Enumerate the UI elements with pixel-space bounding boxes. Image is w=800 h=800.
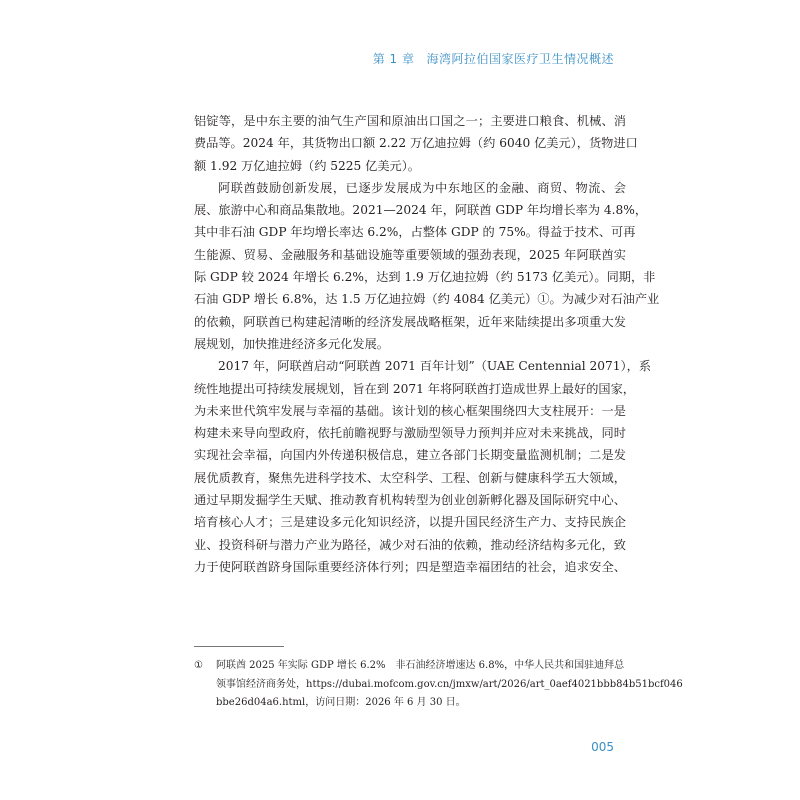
text-line: 力于使阿联酋跻身国际重要经济体行列；四是塑造幸福团结的社会，追求安全、: [194, 559, 626, 574]
text-line: 额 1.92 万亿迪拉姆（约 5225 亿美元）。: [194, 158, 420, 173]
footnote-line: [194, 694, 626, 713]
footnote-text: 阿联酋 2025 年实际 GDP 增长 6.2% 非石油经济增速达 6.8%，中华人民共和国驻迪拜总: [216, 660, 625, 671]
text-line: 阿联酋鼓励创新发展，已逐步发展成为中东地区的金融、商贸、物流、会: [218, 180, 626, 195]
text-line: 展优质教育，聚焦先进科学技术、太空科学、工程、创新与健康科学五大领域，: [194, 470, 626, 485]
text-line: 展、旅游中心和商品集散地。2021—2024 年，阿联酋 GDP 年均增长率为 4.8%，: [194, 203, 648, 218]
footnote-divider: [194, 646, 284, 647]
text-line: 际 GDP 较 2024 年增长 6.2%，达到 1.9 万亿迪拉姆（约 5173 亿美元）。同期，非: [194, 270, 656, 285]
text-line: 的依赖，阿联酋已构建起清晰的经济发展战略框架，近年来陆续提出多项重大发: [194, 314, 626, 329]
text-line: 为未来世代筑牢发展与幸福的基础。该计划的核心框架围绕四大支柱展开：一是: [194, 403, 626, 418]
text-line: 实现社会幸福，向国内外传递积极信息，建立各部门长期变量监测机制；二是发: [194, 448, 626, 463]
text-line: 培育核心人才；三是建设多元化知识经济，以提升国民经济生产力、支持民族企: [194, 515, 626, 530]
chapter-title: 海湾阿拉伯国家医疗卫生情况概述: [426, 52, 614, 66]
body-text: [194, 110, 660, 578]
text-line: 统性地提出可持续发展规划，旨在到 2071 年将阿联酋打造成世界上最好的国家，: [194, 381, 635, 396]
chapter-label: 第 1 章: [372, 52, 415, 66]
footnote-line: [194, 657, 626, 676]
text-line: 费品等。2024 年，其货物出口额 2.22 万亿迪拉姆（约 6040 亿美元），货物进口: [194, 136, 638, 151]
footnote-mark: ①: [194, 660, 203, 671]
text-line: 石油 GDP 增长 6.8%，达 1.5 万亿迪拉姆（约 4084 亿美元）①。为减少对石油产业: [194, 292, 660, 307]
running-header: [373, 50, 614, 67]
footnote-text: 领事馆经济商务处，https://dubai.mofcom.gov.cn/jmxw/art/2026/art_0aef4021bbb84b51bcf046: [216, 678, 683, 690]
text-line: 通过早期发掘学生天赋、推动教育机构转型为创业创新孵化器及国际研究中心、: [194, 493, 626, 508]
page-number: 005: [591, 740, 614, 754]
text-line: 业、投资科研与潜力产业为路径，减少对石油的依赖，推动经济结构多元化，致: [194, 537, 626, 552]
text-line: 展规划，加快推进经济多元化发展。: [194, 336, 389, 351]
text-line: 2017 年，阿联酋启动“阿联酋 2071 百年计划”（UAE Centennial 2071），系: [218, 359, 652, 374]
text-line: 其中非石油 GDP 年均增长率达 6.2%，占整体 GDP 的 75%。得益于技术、可再: [194, 225, 636, 240]
text-line: 生能源、贸易、金融服务和基础设施等重要领域的强劲表现，2025 年阿联酋实: [194, 247, 626, 262]
text-line: 构建未来导向型政府，依托前瞻视野与激励型领导力预判并应对未来挑战，同时: [194, 426, 626, 441]
footnote-text: bbe26d04a6.html，访问日期：2026 年 6 月 30 日。: [216, 697, 466, 709]
footnote-line: [194, 676, 683, 695]
text-line: 铝锭等，是中东主要的油气生产国和原油出口国之一；主要进口粮食、机械、消: [194, 114, 626, 128]
footnote: [194, 657, 683, 713]
